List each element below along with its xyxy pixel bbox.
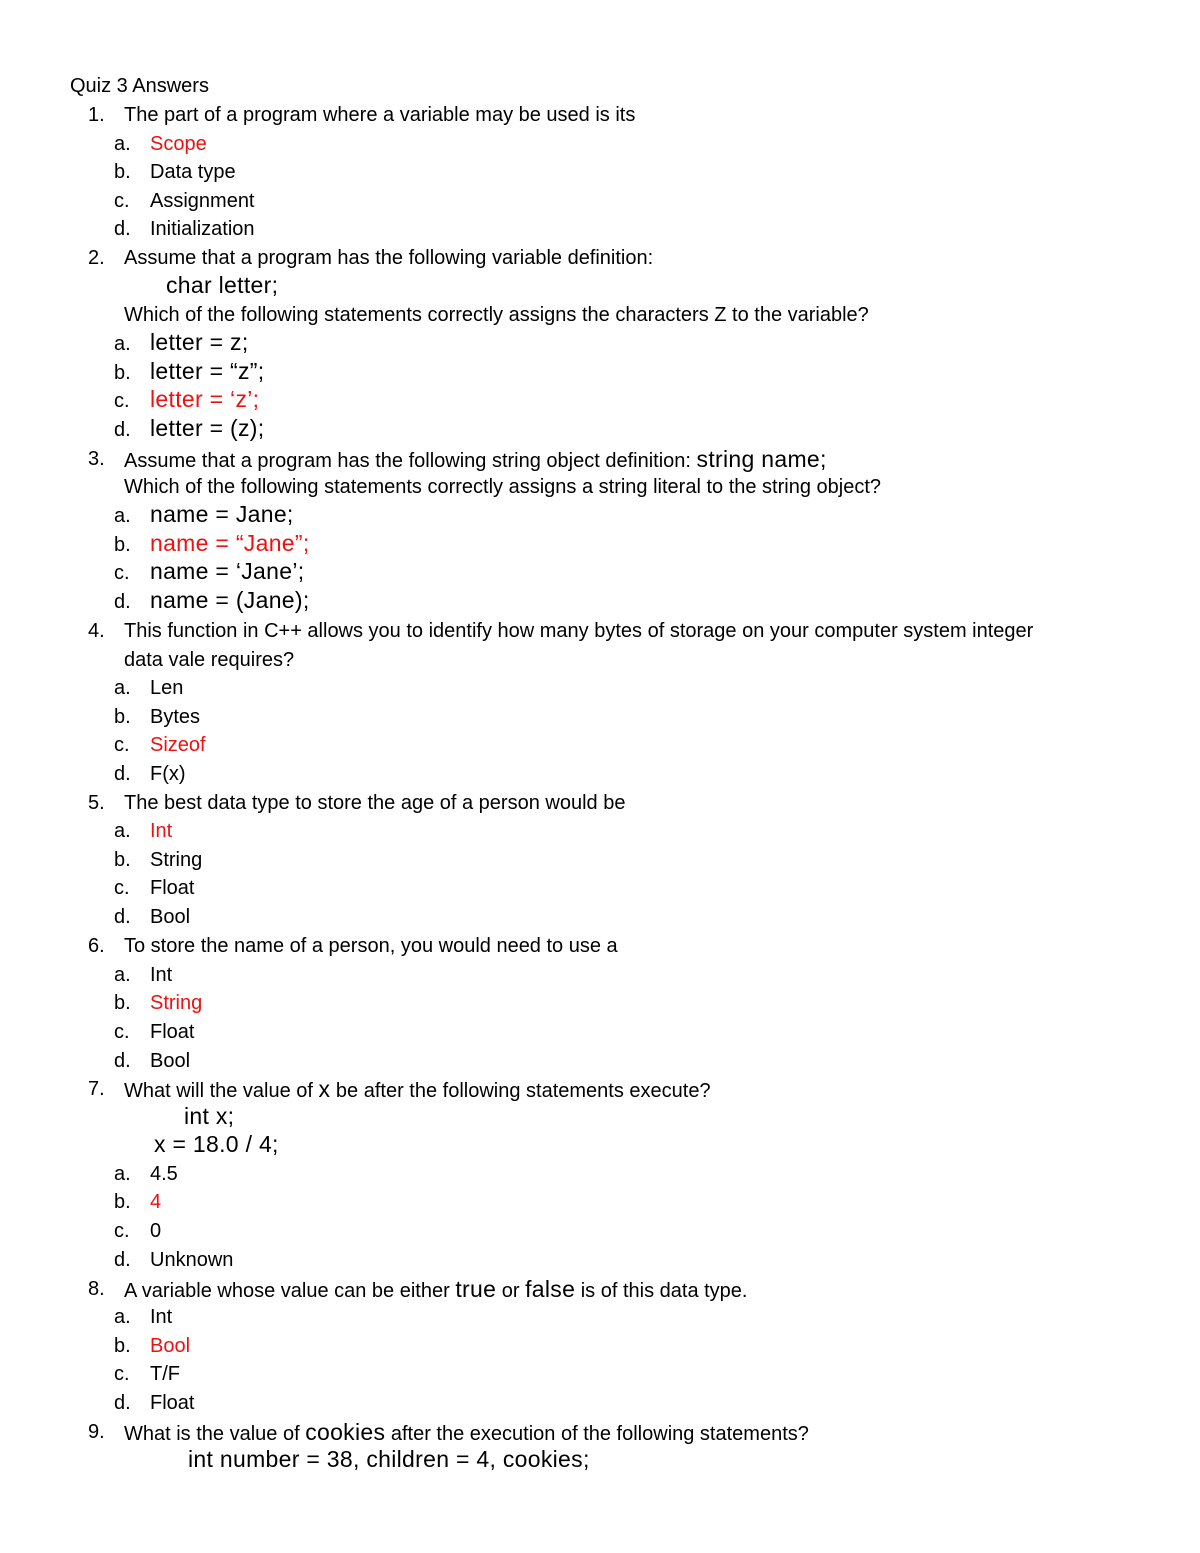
option-correct: String [150, 992, 203, 1014]
option-letter: b. [114, 992, 131, 1014]
option-correct: Bool [150, 1335, 191, 1357]
question-prompt-continued: Which of the following statements correctly assigns the characters Z to the variable? [124, 304, 869, 326]
question-prompt-continued: data vale requires? [124, 649, 295, 671]
question-prompt: A variable whose value can be either true or false is of this data type. [124, 1276, 748, 1302]
inline-code: false [525, 1276, 576, 1302]
option-letter: c. [114, 1220, 130, 1242]
question-prompt: This function in C++ allows you to identify how many bytes of storage on your computer system integer [124, 620, 1034, 642]
option-correct: Int [150, 820, 173, 842]
option-letter: d. [114, 1249, 131, 1271]
option-letter: c. [114, 877, 130, 899]
question-prompt: What will the value of x be after the following statements execute? [124, 1076, 711, 1102]
option-letter: b. [114, 849, 131, 871]
question-number: 1. [88, 104, 105, 126]
option-letter: b. [114, 534, 131, 556]
option-correct: name = “Jane”; [150, 530, 310, 556]
option-letter: b. [114, 362, 131, 384]
option-letter: d. [114, 591, 131, 613]
option: letter = (z); [150, 415, 265, 441]
option: letter = z; [150, 329, 249, 355]
option: Float [150, 1021, 195, 1043]
option: Float [150, 1392, 195, 1414]
inline-code: x [318, 1076, 331, 1102]
question-prompt: What is the value of cookies after the execution of the following statements? [124, 1419, 809, 1445]
option: T/F [150, 1363, 180, 1385]
question-number: 6. [88, 935, 105, 957]
option-letter: b. [114, 161, 131, 183]
option-letter: c. [114, 390, 130, 412]
option: Float [150, 877, 195, 899]
option: Int [150, 1306, 173, 1328]
question-number: 2. [88, 247, 105, 269]
option-correct: letter = ‘z’; [150, 386, 260, 412]
option: 4.5 [150, 1163, 178, 1185]
option: name = Jane; [150, 501, 294, 527]
option: Initialization [150, 218, 255, 240]
option: Assignment [150, 190, 255, 212]
option-letter: c. [114, 562, 130, 584]
question-prompt: The best data type to store the age of a person would be [124, 792, 626, 814]
option-letter: b. [114, 1191, 131, 1213]
option-letter: c. [114, 1021, 130, 1043]
document-title: Quiz 3 Answers [70, 75, 209, 97]
option-letter: a. [114, 1163, 131, 1185]
option-letter: a. [114, 333, 131, 355]
code-line: x = 18.0 / 4; [154, 1131, 279, 1157]
option-correct: Sizeof [150, 734, 206, 756]
option: Data type [150, 161, 236, 183]
option-letter: d. [114, 419, 131, 441]
question-number: 3. [88, 448, 105, 470]
option-correct: 4 [150, 1191, 162, 1213]
code-line: int number = 38, children = 4, cookies; [188, 1446, 590, 1472]
option-correct: Scope [150, 133, 207, 155]
option: Bytes [150, 706, 201, 728]
option: Len [150, 677, 184, 699]
option-letter: c. [114, 190, 130, 212]
option-letter: c. [114, 734, 130, 756]
option: Unknown [150, 1249, 234, 1271]
option-letter: b. [114, 1335, 131, 1357]
inline-code: cookies [305, 1419, 386, 1445]
question-prompt: The part of a program where a variable may be used is its [124, 104, 636, 126]
option: 0 [150, 1220, 162, 1242]
option: F(x) [150, 763, 186, 785]
question-prompt: Assume that a program has the following variable definition: [124, 247, 654, 269]
option: name = ‘Jane’; [150, 558, 305, 584]
option-letter: a. [114, 820, 131, 842]
code-line: int x; [184, 1103, 235, 1129]
code-line: char letter; [166, 272, 279, 298]
inline-code: true [455, 1276, 497, 1302]
option-letter: d. [114, 1392, 131, 1414]
option: String [150, 849, 203, 871]
option-letter: d. [114, 1050, 131, 1072]
option-letter: a. [114, 1306, 131, 1328]
option-letter: d. [114, 763, 131, 785]
option-letter: c. [114, 1363, 130, 1385]
option-letter: a. [114, 505, 131, 527]
question-prompt-continued: Which of the following statements correctly assigns a string literal to the string object? [124, 476, 882, 498]
question-number: 4. [88, 620, 105, 642]
option: Bool [150, 1050, 191, 1072]
option-letter: d. [114, 906, 131, 928]
option-letter: b. [114, 706, 131, 728]
option: name = (Jane); [150, 587, 310, 613]
question-prompt: To store the name of a person, you would need to use a [124, 935, 618, 957]
option-letter: d. [114, 218, 131, 240]
question-number: 8. [88, 1278, 105, 1300]
option-letter: a. [114, 133, 131, 155]
question-number: 5. [88, 792, 105, 814]
question-prompt: Assume that a program has the following string object definition: string name; [124, 446, 827, 472]
option-letter: a. [114, 677, 131, 699]
question-number: 9. [88, 1421, 105, 1443]
option: Int [150, 964, 173, 986]
question-number: 7. [88, 1078, 105, 1100]
option-letter: a. [114, 964, 131, 986]
inline-code: string name; [696, 446, 827, 472]
option: Bool [150, 906, 191, 928]
option: letter = “z”; [150, 358, 265, 384]
